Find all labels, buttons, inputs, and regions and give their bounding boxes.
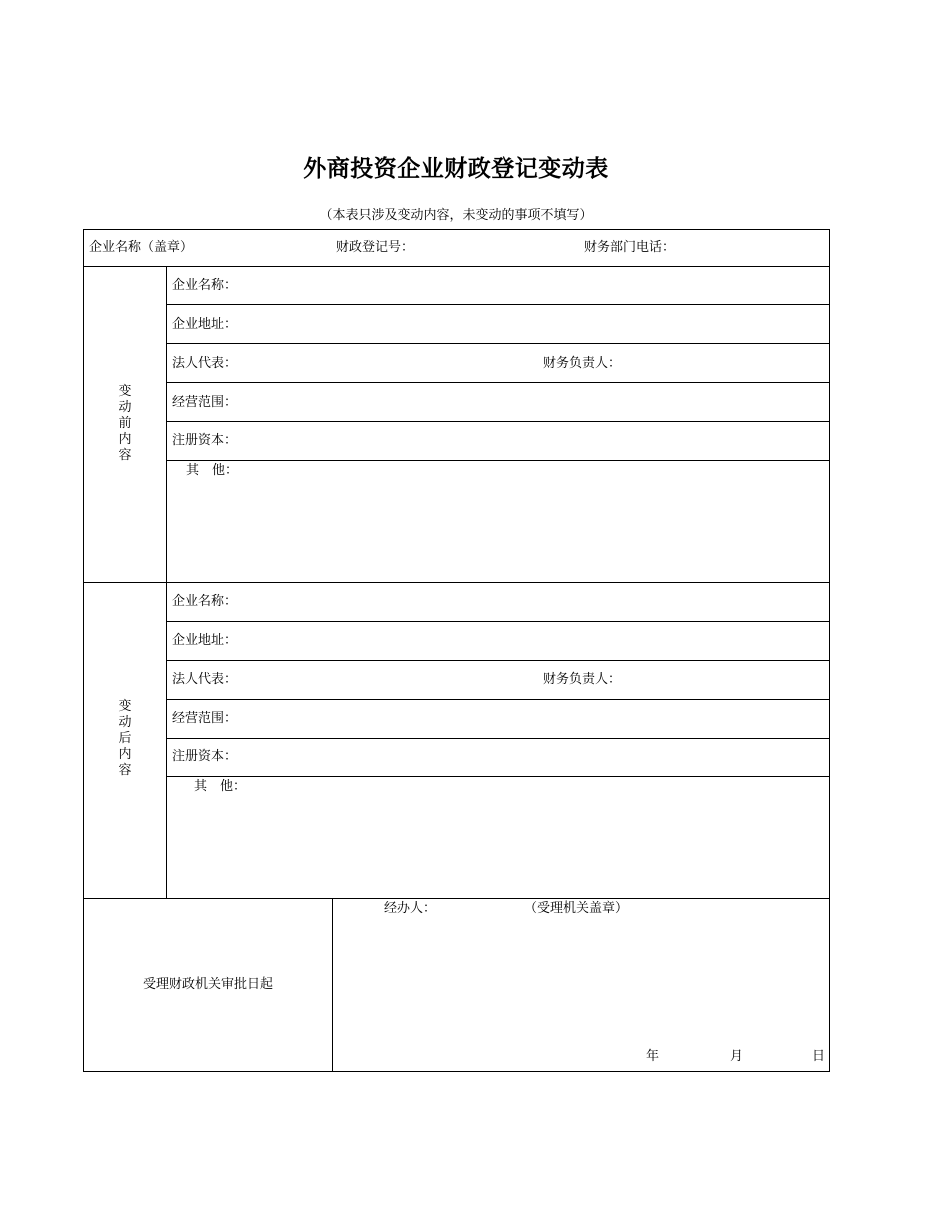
approval-date-label: 受理财政机关审批日起 bbox=[142, 977, 273, 992]
after-legal-rep-label: 法人代表： bbox=[172, 672, 238, 687]
after-finance-head-label: 财务负责人： bbox=[543, 672, 622, 687]
row-divider bbox=[166, 382, 829, 383]
before-registered-capital-label: 注册资本： bbox=[172, 433, 238, 448]
day-label: 日 bbox=[812, 1049, 826, 1064]
after-registered-capital-label: 注册资本： bbox=[172, 749, 238, 764]
before-business-scope-label: 经营范围： bbox=[172, 395, 238, 410]
row-divider bbox=[84, 266, 829, 267]
form-subtitle: （本表只涉及变动内容，未变动的事项不填写） bbox=[319, 208, 593, 223]
row-divider bbox=[166, 421, 829, 422]
before-finance-head-label: 财务负责人： bbox=[543, 356, 622, 371]
section-divider bbox=[84, 582, 829, 583]
row-divider bbox=[166, 621, 829, 622]
header-company-name-label: 企业名称（盖章） bbox=[89, 240, 194, 255]
header-reg-no-label: 财政登记号： bbox=[336, 240, 415, 255]
before-other-label: 其 他： bbox=[186, 463, 239, 478]
handler-label: 经办人： bbox=[384, 901, 437, 916]
section-divider bbox=[84, 898, 829, 899]
column-divider bbox=[166, 266, 167, 898]
form-title: 外商投资企业财政登记变动表 bbox=[303, 155, 609, 182]
before-legal-rep-label: 法人代表： bbox=[172, 356, 238, 371]
before-address-label: 企业地址： bbox=[172, 317, 238, 332]
registration-change-form bbox=[83, 229, 830, 1072]
after-other-label: 其 他： bbox=[194, 779, 247, 794]
row-divider bbox=[166, 304, 829, 305]
after-business-scope-label: 经营范围： bbox=[172, 711, 238, 726]
after-company-name-label: 企业名称： bbox=[172, 594, 238, 609]
seal-label: （受理机关盖章） bbox=[524, 901, 629, 916]
row-divider bbox=[166, 776, 829, 777]
row-divider bbox=[166, 699, 829, 700]
column-divider bbox=[332, 898, 333, 1071]
row-divider bbox=[166, 460, 829, 461]
before-section-label: 变动前内容 bbox=[118, 384, 132, 463]
row-divider bbox=[166, 738, 829, 739]
before-company-name-label: 企业名称： bbox=[172, 278, 238, 293]
year-label: 年 bbox=[646, 1049, 660, 1064]
after-section-label: 变动后内容 bbox=[118, 699, 132, 778]
row-divider bbox=[166, 343, 829, 344]
row-divider bbox=[166, 660, 829, 661]
after-address-label: 企业地址： bbox=[172, 633, 238, 648]
header-finance-phone-label: 财务部门电话： bbox=[584, 240, 676, 255]
month-label: 月 bbox=[730, 1049, 744, 1064]
